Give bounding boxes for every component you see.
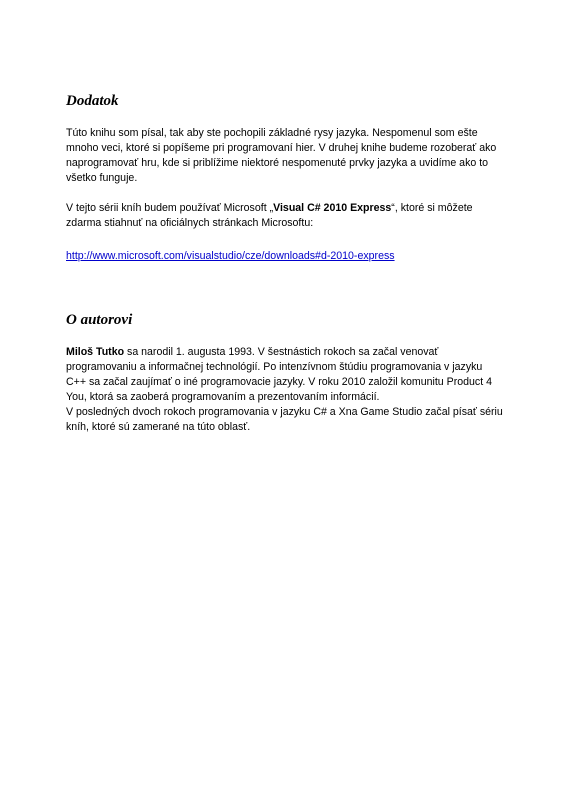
- download-link[interactable]: http://www.microsoft.com/visualstudio/cze/downloads#d-2010-express: [66, 250, 395, 262]
- dodatok-paragraph-1: Túto knihu som písal, tak aby ste pochopili základné rysy jazyka. Nespomenul som ešte mnoho veci, ktoré si popíšeme pri programovaní hier. V druhej knihe budeme rozoberať ako naprogramovať hru, kde si priblížime niektoré nespomenuté prvky jazyka a uvidíme ako to všetko funguje.: [66, 127, 497, 184]
- page-content: [66, 92, 506, 435]
- section-title-o-autorovi: O autorovi: [66, 312, 133, 328]
- author-paragraph-2: V posledných dvoch rokoch programovania v jazyku C# a Xna Game Studio začal písať sériu kníh, ktoré sú zamerané na túto oblasť.: [66, 406, 503, 433]
- dodatok-paragraph-2-end: “, ktoré si môžete zdarma stiahnuť na oficiálnych stránkach Microsoftu:: [66, 202, 473, 229]
- product-name: Visual C# 2010 Express: [273, 202, 392, 214]
- section-dodatok: [66, 92, 506, 264]
- author-name: Miloš Tutko: [66, 346, 125, 358]
- author-paragraph-1: [66, 345, 506, 405]
- dodatok-paragraph-2: [66, 201, 506, 231]
- section-title-dodatok: Dodatok: [66, 93, 119, 109]
- dodatok-paragraph-2-start: V tejto sérii kníh budem používať Microsoft „: [66, 202, 274, 214]
- section-o-autorovi: [66, 311, 506, 435]
- author-bio-text: sa narodil 1. augusta 1993. V šestnástich rokoch sa začal venovať programovaniu a informačnej technológií. Po intenzívnom štúdiu programovania v jazyku C++ sa začal zaujímať o iné programovacie jazyky. V roku 2010 založil komunitu Product 4 You, ktorá sa zaoberá programovaním a prezentovaním informácií.: [66, 346, 492, 403]
